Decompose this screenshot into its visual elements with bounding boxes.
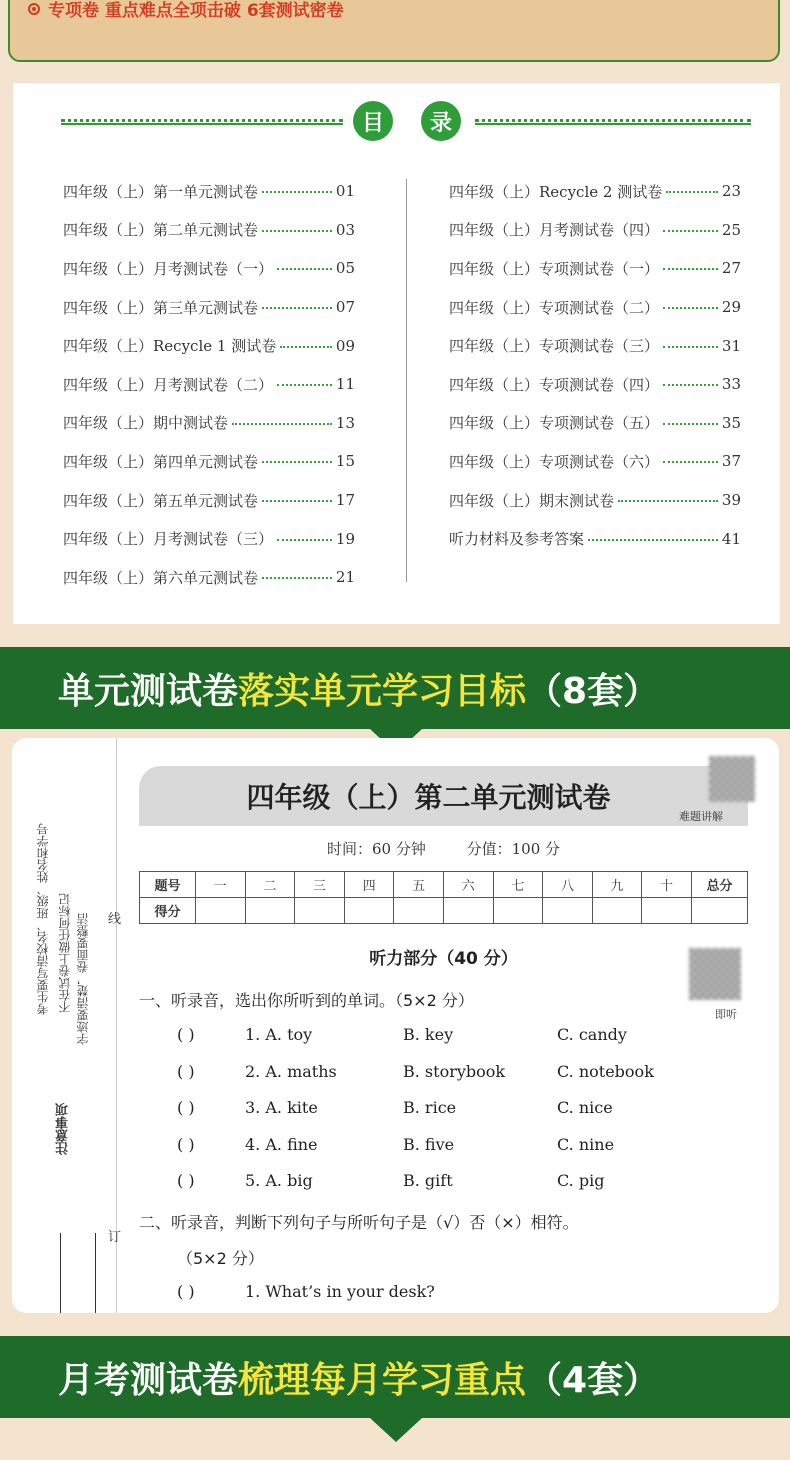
- banner-notch: [370, 1418, 422, 1442]
- banner-white-text: 月考测试卷: [58, 1359, 239, 1401]
- banner-count-text: （4套）: [526, 1359, 660, 1401]
- banner-text: [58, 1336, 659, 1418]
- toc-entry: [449, 249, 741, 288]
- score-table: [139, 871, 748, 924]
- toc-entry-page: 09: [335, 336, 355, 355]
- toc-entry: [449, 365, 741, 404]
- target-bullet-icon: [28, 3, 40, 15]
- toc-leader-dots: [663, 230, 718, 232]
- toc-leader-dots: [262, 577, 332, 579]
- answer-blank[interactable]: ( ): [177, 1098, 195, 1118]
- toc-entry-page: 23: [721, 182, 741, 201]
- toc-leader-dots: [663, 268, 718, 270]
- table-of-contents: [13, 83, 780, 624]
- toc-leader-dots: [663, 461, 718, 463]
- toc-entry-page: 25: [721, 220, 741, 239]
- score-table-row-numbers: [140, 872, 748, 898]
- banner-count-text: （8套）: [526, 670, 660, 712]
- score-cell: [692, 898, 748, 924]
- toc-entry: [63, 442, 355, 481]
- option-b: B. five: [403, 1134, 455, 1154]
- score-cell: [642, 898, 692, 924]
- toc-entry-title: 四年级（上）期末测试卷: [449, 491, 615, 510]
- option-b: B. key: [403, 1025, 454, 1044]
- option-c: C. nice: [557, 1098, 613, 1118]
- toc-entry-title: 四年级（上）专项测试卷（一）: [449, 259, 660, 278]
- notice-line-2: 不在试卷上做任何标记: [58, 893, 72, 1013]
- toc-leader-dots: [280, 346, 332, 348]
- notice-line-1: 考生要写清校名、班级、姓名和学号: [36, 823, 50, 1015]
- toc-entry-title: 四年级（上）第六单元测试卷: [63, 568, 259, 587]
- toc-entry-page: 11: [335, 375, 355, 394]
- notice-title: 注意事项: [56, 1103, 71, 1155]
- toc-entry-title: 四年级（上）期中测试卷: [63, 414, 229, 433]
- qr-label-listen: 即听: [715, 1008, 737, 1021]
- answer-blank[interactable]: ( ): [177, 1025, 195, 1044]
- question-1-item: [177, 1171, 697, 1195]
- paper-title-bar: [139, 766, 748, 826]
- question-1-item: [177, 1098, 697, 1122]
- score-cell: [394, 898, 444, 924]
- option-c: C. nine: [557, 1134, 615, 1154]
- score-cell: [592, 898, 642, 924]
- toc-leader-dots: [663, 384, 718, 386]
- score-col: 六: [443, 872, 493, 898]
- toc-entry-page: 19: [335, 529, 355, 548]
- score-col: 九: [592, 872, 642, 898]
- toc-entry: [449, 442, 741, 481]
- toc-entry-title: 四年级（上）月考测试卷（三）: [63, 530, 274, 549]
- option-b: B. storybook: [403, 1061, 506, 1081]
- paper-title: 四年级（上）第二单元测试卷: [246, 781, 611, 814]
- toc-leader-dots: [618, 500, 718, 502]
- option-b: B. gift: [403, 1171, 453, 1191]
- option-a: 1. A. toy: [245, 1025, 313, 1044]
- score-col: 七: [493, 872, 543, 898]
- toc-entry-title: 四年级（上）专项测试卷（五）: [449, 414, 660, 433]
- toc-leader-dots: [663, 346, 718, 348]
- toc-entry: [63, 249, 355, 288]
- toc-entry: [63, 404, 355, 443]
- toc-entry-title: 四年级（上）Recycle 1 测试卷: [63, 337, 277, 356]
- toc-leader-dots: [277, 539, 332, 541]
- toc-heading-char-1: 目: [353, 101, 393, 141]
- toc-entry: [63, 558, 355, 597]
- score-table-row-scores: [140, 898, 748, 924]
- toc-entry-page: 27: [721, 259, 741, 278]
- qr-code-icon: [689, 948, 741, 1000]
- toc-entry: [449, 481, 741, 520]
- toc-entry-page: 21: [335, 568, 355, 587]
- toc-column-right: [449, 172, 741, 558]
- banner-highlight-text: 落实单元学习目标: [238, 670, 527, 712]
- banner-highlight-text: 梳理每月学习重点: [238, 1359, 527, 1401]
- toc-entry-title: 四年级（上）专项测试卷（三）: [449, 337, 660, 356]
- promo-line: [28, 0, 344, 21]
- option-a: 2. A. maths: [245, 1061, 337, 1081]
- toc-entry-title: 四年级（上）专项测试卷（六）: [449, 452, 660, 471]
- toc-entry-page: 03: [335, 220, 355, 239]
- toc-entry-page: 17: [335, 491, 355, 510]
- toc-entry: [63, 326, 355, 365]
- question-2-item: [177, 1282, 697, 1306]
- score-cell: [344, 898, 394, 924]
- toc-leader-dots: [663, 423, 718, 425]
- promo-box: [8, 0, 780, 62]
- score-cell: [295, 898, 345, 924]
- score-cell: [245, 898, 295, 924]
- toc-entry-page: 07: [335, 298, 355, 317]
- score-col: 二: [245, 872, 295, 898]
- toc-entry-title: 四年级（上）第五单元测试卷: [63, 491, 259, 510]
- toc-entry-page: 39: [721, 491, 741, 510]
- listening-section-title: 听力部分（40 分）: [369, 949, 518, 969]
- binding-staple-char: 订: [108, 1230, 122, 1245]
- toc-leader-dots: [262, 307, 332, 309]
- question-1-item: [177, 1062, 697, 1086]
- toc-entry: [63, 211, 355, 250]
- option-c: C. pig: [557, 1171, 605, 1191]
- notice-line-3: 字迹要清楚，卷面要整洁: [76, 913, 90, 1045]
- toc-entry-page: 05: [335, 259, 355, 278]
- score-cell: [493, 898, 543, 924]
- toc-entry-page: 33: [721, 375, 741, 394]
- qr-code-icon: [709, 756, 755, 802]
- toc-entry-page: 29: [721, 298, 741, 317]
- answer-blank[interactable]: ( ): [177, 1134, 195, 1154]
- question-2-points: （5×2 分）: [177, 1249, 264, 1268]
- score-col: 五: [394, 872, 444, 898]
- option-c: C. notebook: [557, 1061, 654, 1081]
- toc-leader-dots: [262, 230, 332, 232]
- option-c: C. candy: [557, 1025, 627, 1044]
- toc-entry: [63, 481, 355, 520]
- score-col-total: 总分: [692, 872, 748, 898]
- toc-entry: [449, 326, 741, 365]
- toc-heading-char-2: 录: [421, 101, 461, 141]
- toc-leader-dots: [262, 461, 332, 463]
- toc-leader-dots: [262, 191, 332, 193]
- score-table-header: 题号: [140, 872, 196, 898]
- toc-entry-title: 四年级（上）第三单元测试卷: [63, 298, 259, 317]
- toc-leader-dots: [232, 423, 332, 425]
- toc-entry-title: 四年级（上）Recycle 2 测试卷: [449, 182, 663, 201]
- toc-entry: [63, 288, 355, 327]
- answer-blank[interactable]: ( ): [177, 1061, 195, 1081]
- score-col: 一: [196, 872, 246, 898]
- qr-label-explain: 难题讲解: [679, 810, 723, 823]
- score-table-header: 得分: [140, 898, 196, 924]
- answer-blank[interactable]: ( ): [177, 1282, 195, 1301]
- paper-meta: [139, 838, 748, 859]
- banner-text: [58, 647, 659, 729]
- toc-heading-rule-right: [475, 119, 751, 125]
- toc-leader-dots: [277, 268, 332, 270]
- answer-blank[interactable]: ( ): [177, 1171, 195, 1191]
- score-col: 三: [295, 872, 345, 898]
- student-info-lines: [60, 1233, 96, 1313]
- binding-line-char: 线: [108, 912, 122, 927]
- question-1-heading: 一、听录音，选出你所听到的单词。（5×2 分）: [139, 991, 474, 1010]
- toc-entry: [449, 404, 741, 443]
- toc-entry-title: 四年级（上）月考测试卷（四）: [449, 221, 660, 240]
- toc-entry-title: 四年级（上）专项测试卷（二）: [449, 298, 660, 317]
- banner-white-text: 单元测试卷: [58, 670, 239, 712]
- toc-entry-page: 31: [721, 336, 741, 355]
- toc-entry: [449, 519, 741, 558]
- total-score: 分值：100 分: [466, 840, 561, 858]
- option-b: B. rice: [403, 1098, 457, 1118]
- option-a: 3. A. kite: [245, 1098, 318, 1118]
- section-banner-monthly-tests: [0, 1336, 790, 1418]
- notice-column: [34, 823, 94, 1155]
- toc-entry-title: 四年级（上）第一单元测试卷: [63, 182, 259, 201]
- toc-entry: [449, 172, 741, 211]
- option-a: 4. A. fine: [245, 1134, 318, 1154]
- exam-paper-preview: [12, 738, 779, 1313]
- toc-entry-title: 四年级（上）月考测试卷（一）: [63, 259, 274, 278]
- score-col: 八: [543, 872, 593, 898]
- toc-leader-dots: [588, 539, 718, 541]
- question-1-item: [177, 1135, 697, 1159]
- toc-entry-title: 四年级（上）第四单元测试卷: [63, 452, 259, 471]
- toc-entry-title: 四年级（上）第二单元测试卷: [63, 221, 259, 240]
- toc-entry-title: 四年级（上）专项测试卷（四）: [449, 375, 660, 394]
- section-banner-unit-tests: [0, 647, 790, 729]
- score-cell: [196, 898, 246, 924]
- toc-leader-dots: [663, 307, 718, 309]
- toc-entry: [449, 211, 741, 250]
- toc-entry-page: 41: [721, 529, 741, 548]
- score-col: 十: [642, 872, 692, 898]
- toc-entry-page: 15: [335, 452, 355, 471]
- toc-entry-page: 35: [721, 413, 741, 432]
- toc-entry: [63, 365, 355, 404]
- toc-entry: [449, 288, 741, 327]
- toc-divider: [406, 179, 407, 582]
- toc-entry-page: 37: [721, 452, 741, 471]
- promo-text: 专项卷 重点难点全项击破 6套测试密卷: [48, 1, 344, 21]
- option-a: 5. A. big: [245, 1171, 313, 1191]
- score-cell: [443, 898, 493, 924]
- toc-entry: [63, 519, 355, 558]
- question-1-item: [177, 1025, 697, 1049]
- toc-column-left: [63, 172, 355, 597]
- toc-leader-dots: [277, 384, 332, 386]
- toc-entry-title: 听力材料及参考答案: [449, 530, 585, 549]
- time-limit: 时间：60 分钟: [326, 840, 426, 858]
- toc-entry-page: 01: [335, 182, 355, 201]
- toc-heading-rule-left: [61, 119, 343, 125]
- score-col: 四: [344, 872, 394, 898]
- score-cell: [543, 898, 593, 924]
- question-sentence: 1. What’s in your desk?: [245, 1282, 435, 1301]
- toc-leader-dots: [262, 500, 332, 502]
- toc-entry-page: 13: [335, 413, 355, 432]
- question-2-heading: 二、听录音，判断下列句子与所听句子是（√）否（×）相符。: [139, 1213, 579, 1232]
- toc-entry-title: 四年级（上）月考测试卷（二）: [63, 375, 274, 394]
- toc-entry: [63, 172, 355, 211]
- toc-leader-dots: [666, 191, 718, 193]
